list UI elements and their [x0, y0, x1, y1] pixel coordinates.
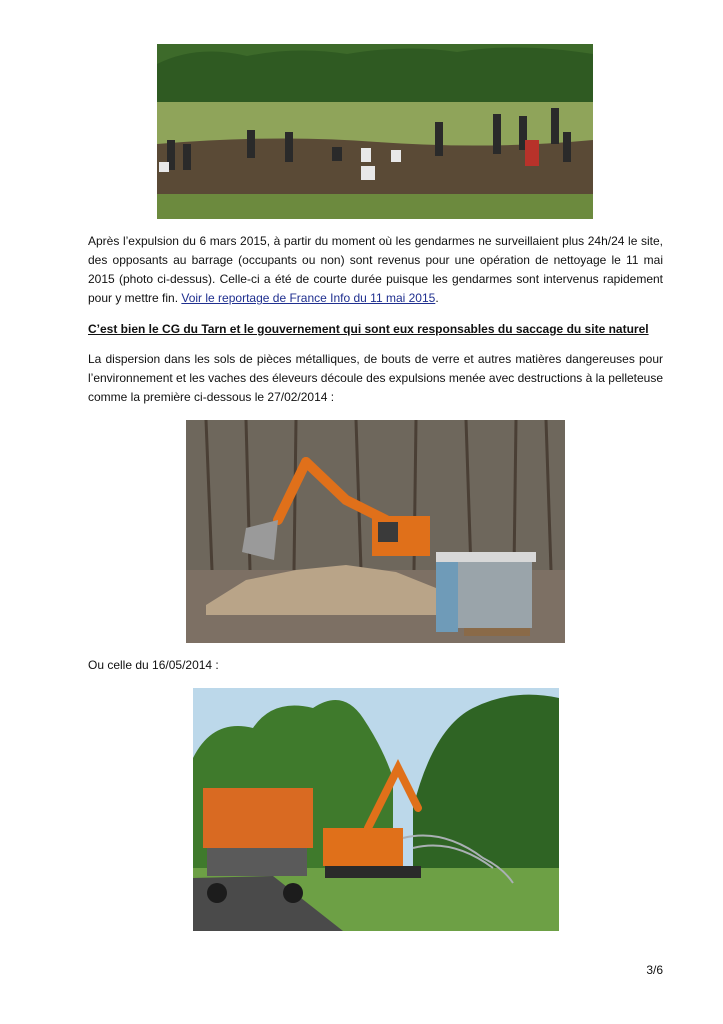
excavator-photo-image [186, 420, 565, 643]
second-expulsion-caption: Ou celle du 16/05/2014 : [88, 658, 219, 672]
cleanup-photo-image [157, 44, 593, 219]
dispersion-paragraph: La dispersion dans les sols de pièces métalliques, de bouts de verre et autres matières dangereuses pour l’environnement et les vaches des éleveurs découle des expulsions menée avec destructions à la pelleteuse comme la première ci-dessous le 27/02/2014 : [88, 352, 664, 404]
intro-paragraph [88, 232, 663, 308]
cleanup-photo [157, 44, 593, 219]
intro-text: Après l’expulsion du 6 mars 2015, à partir du moment où les gendarmes ne surveillaient plus 24h/24 le site, des opposants au barrage (occupants ou non) sont revenus pour une opération de nettoyage le 11 mai 2015 (photo ci-dessus). Celle-ci a été de courte durée puisque les gendarmes sont intervenus rapidement pour y mettre fin. [88, 234, 663, 305]
intro-suffix: . [435, 291, 439, 305]
france-info-link[interactable]: Voir le reportage de France Info du 11 mai 2015 [181, 291, 436, 305]
truck-photo-image [193, 688, 559, 931]
section-heading: C’est bien le CG du Tarn et le gouvernement qui sont eux responsables du saccage du site naturel [88, 322, 649, 336]
truck-photo [193, 688, 559, 931]
excavator-photo [186, 420, 565, 643]
page-number: 3/6 [646, 963, 663, 977]
